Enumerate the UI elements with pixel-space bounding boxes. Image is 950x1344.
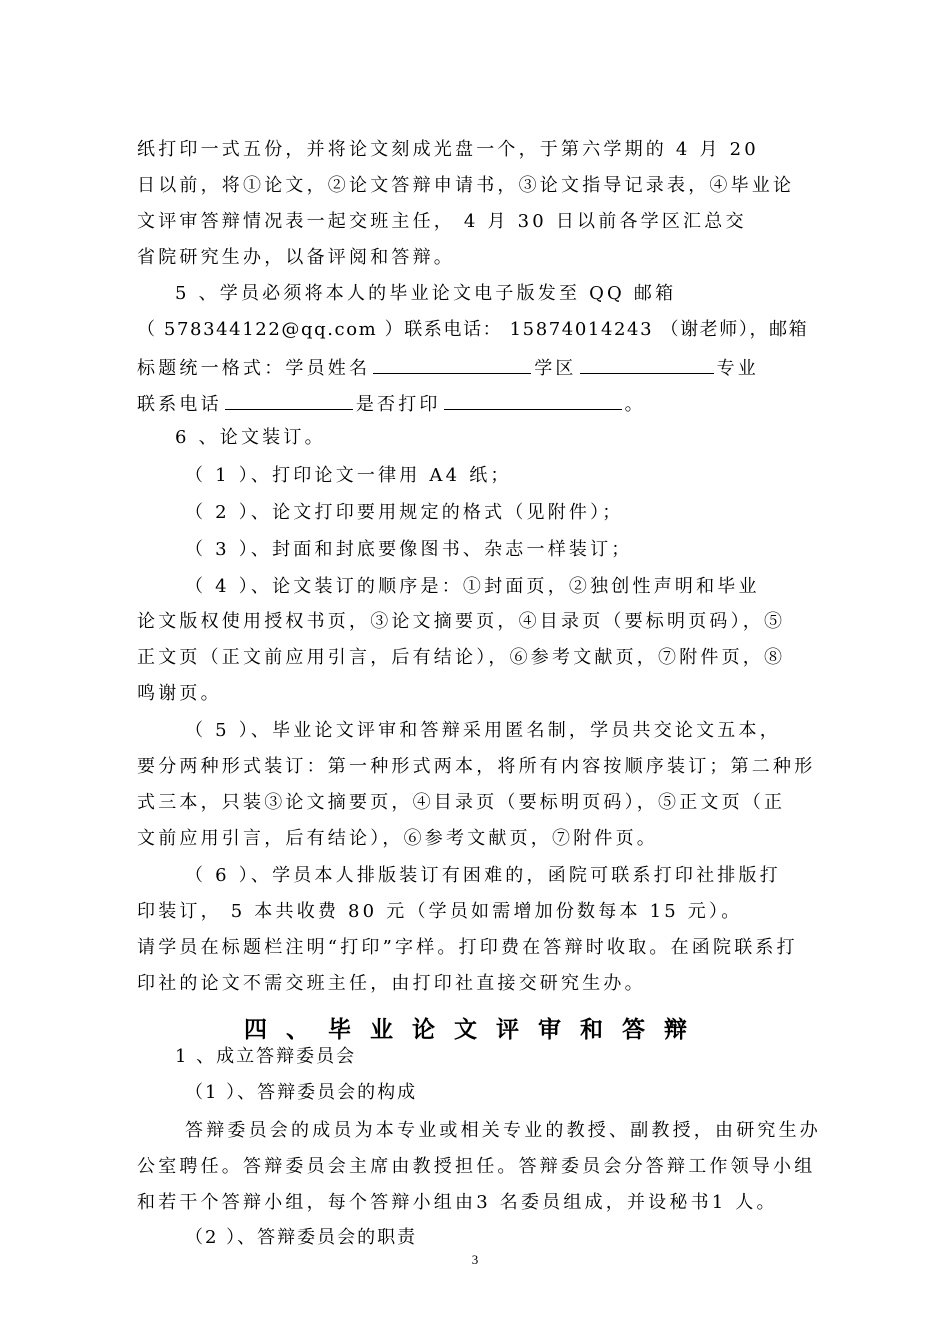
- blank-district: [580, 355, 714, 374]
- fill-in-line: [137, 355, 833, 380]
- page-number: 3: [471, 1252, 479, 1267]
- label-major: 专业: [716, 358, 760, 379]
- paragraph-line: 印社的论文不需交班主任，由打印社直接交研究生办。: [137, 973, 646, 994]
- paragraph-line: 纸打印一式五份，并将论文刻成光盘一个，于第六学期的 4 月 20: [137, 139, 759, 160]
- paragraph-line: 日以前，将①论文，②论文答辩申请书，③论文指导记录表，④毕业论: [137, 175, 795, 196]
- paragraph-line: 文前应用引言，后有结论），⑥参考文献页，⑦附件页。: [137, 828, 658, 849]
- blank-print: [444, 391, 622, 410]
- paragraph-line: 公室聘任。答辩委员会主席由教授担任。答辩委员会分答辩工作领导小组: [137, 1156, 816, 1177]
- label-district: 学区: [534, 358, 577, 379]
- paragraph-line: 正文页（正文前应用引言，后有结论），⑥参考文献页，⑦附件页，⑧: [137, 647, 786, 668]
- paragraph-line: 答辩委员会的成员为本专业或相关专业的教授、副教授，由研究生办: [185, 1120, 821, 1141]
- paragraph-line: 和若干个答辩小组，每个答辩小组由3 名委员组成，并设秘书1 人。: [137, 1192, 778, 1213]
- label-phone: 联系电话: [137, 394, 222, 415]
- paragraph-line: 鸣谢页。: [137, 683, 222, 704]
- blank-phone: [225, 391, 353, 410]
- subsection-title: （2 ）、答辩委员会的职责: [185, 1227, 418, 1248]
- paragraph-line: 请学员在标题栏注明“打印”字样。打印费在答辩时收取。在函院联系打: [137, 937, 798, 958]
- subsection-title: 1 、成立答辩委员会: [175, 1046, 357, 1067]
- list-item: （ 5 ）、毕业论文评审和答辩采用匿名制，学员共交论文五本，: [185, 720, 781, 741]
- period: 。: [624, 394, 646, 415]
- paragraph-line: 省院研究生办，以备评阅和答辩。: [137, 247, 455, 268]
- paragraph-line: 6 、论文装订。: [175, 427, 326, 448]
- fill-in-line: [137, 391, 833, 416]
- paragraph-line: 文评审答辩情况表一起交班主任， 4 月 30 日以前各学区汇总交: [137, 211, 747, 232]
- list-item: （ 1 ）、打印论文一律用 A4 纸；: [185, 465, 512, 486]
- subsection-title: （1 ）、答辩委员会的构成: [185, 1082, 418, 1103]
- paragraph-line: （ 578344122@qq.com ）联系电话： 15874014243 （谢老师），邮箱: [137, 319, 809, 340]
- blank-name: [373, 355, 531, 374]
- list-item: （ 6 ）、学员本人排版装订有困难的，函院可联系打印社排版打: [185, 865, 781, 886]
- label-print: 是否打印: [355, 394, 441, 415]
- label-name: 标题统一格式：学员姓名: [137, 358, 371, 379]
- paragraph-line: 式三本，只装③论文摘要页，④目录页（要标明页码），⑤正文页（正: [137, 792, 786, 813]
- paragraph-line: 要分两种形式装订：第一种形式两本，将所有内容按顺序装订；第二种形: [137, 756, 816, 777]
- list-item: （ 4 ）、论文装订的顺序是：①封面页，②独创性声明和毕业: [185, 576, 760, 597]
- list-item: （ 3 ）、封面和封底要像图书、杂志一样装订；: [185, 539, 633, 560]
- paragraph-line: 印装订， 5 本共收费 80 元（学员如需增加份数每本 15 元）。: [137, 901, 743, 922]
- section-heading: 四、毕业论文评审和答辩: [244, 1017, 706, 1043]
- paragraph-line: 5 、学员必须将本人的毕业论文电子版发至 QQ 邮箱: [175, 283, 677, 304]
- paragraph-line: 论文版权使用授权书页，③论文摘要页，④目录页（要标明页码），⑤: [137, 611, 786, 632]
- list-item: （ 2 ）、论文打印要用规定的格式（见附件）；: [185, 502, 624, 523]
